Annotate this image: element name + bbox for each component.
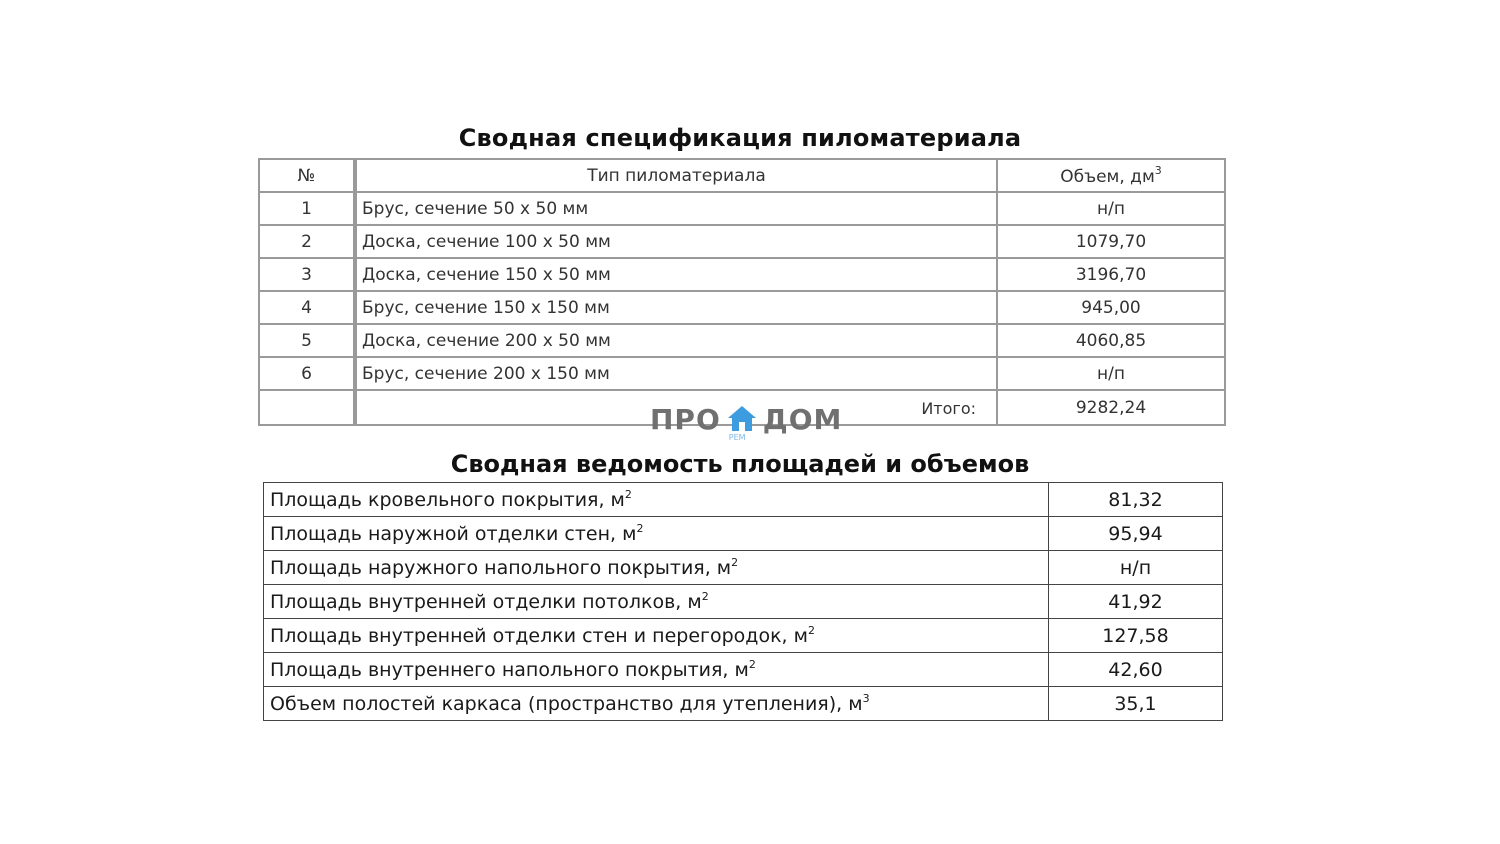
table-row — [264, 517, 1223, 551]
table-row — [264, 687, 1223, 721]
areas-title: Сводная ведомость площадей и объемов — [450, 450, 1030, 478]
area-label: Площадь наружного напольного покрытия, м — [270, 557, 732, 579]
row-volume: 945,00 — [997, 291, 1225, 324]
area-label-cell — [264, 517, 1049, 551]
area-label: Площадь внутреннего напольного покрытия, м — [270, 659, 749, 681]
area-unit-sup: 2 — [624, 488, 632, 501]
table-row — [259, 291, 1225, 324]
prodom-logo — [650, 403, 843, 442]
area-label-cell — [264, 619, 1049, 653]
row-num: 4 — [259, 291, 355, 324]
table-row — [264, 585, 1223, 619]
area-label: Площадь внутренней отделки стен и перегородок, м — [270, 625, 808, 647]
house-icon-graphic — [727, 404, 757, 432]
table-row — [264, 619, 1223, 653]
row-volume: 3196,70 — [997, 258, 1225, 291]
total-value: 9282,24 — [997, 390, 1225, 425]
row-type: Брус, сечение 150 х 150 мм — [355, 291, 997, 324]
area-unit-sup: 3 — [862, 692, 870, 705]
table-row — [259, 258, 1225, 291]
row-volume: 4060,85 — [997, 324, 1225, 357]
spec-title: Сводная спецификация пиломатериала — [458, 124, 1022, 152]
area-unit-sup: 2 — [701, 590, 709, 603]
header-volume — [997, 159, 1225, 192]
area-label: Площадь наружной отделки стен, м — [270, 523, 637, 545]
row-type: Брус, сечение 200 х 150 мм — [355, 357, 997, 390]
area-label: Площадь кровельного покрытия, м — [270, 489, 625, 511]
area-unit-sup: 2 — [807, 624, 815, 637]
row-num: 5 — [259, 324, 355, 357]
row-type: Доска, сечение 100 х 50 мм — [355, 225, 997, 258]
lumber-spec-table — [258, 158, 1226, 426]
area-label-cell — [264, 483, 1049, 517]
row-num: 1 — [259, 192, 355, 225]
area-label-cell — [264, 551, 1049, 585]
house-icon — [727, 404, 757, 442]
table-row — [259, 192, 1225, 225]
logo-text-left: ПРО — [650, 403, 721, 436]
logo-sub: РЕМ — [728, 432, 746, 442]
area-value: н/п — [1049, 551, 1223, 585]
table-row — [259, 225, 1225, 258]
row-type: Доска, сечение 150 х 50 мм — [355, 258, 997, 291]
table-row — [259, 324, 1225, 357]
area-label-cell — [264, 653, 1049, 687]
table-row — [264, 551, 1223, 585]
total-empty-cell — [259, 390, 355, 425]
area-label: Объем полостей каркаса (пространство для утепления), м — [270, 693, 863, 715]
row-volume: н/п — [997, 357, 1225, 390]
header-type: Тип пиломатериала — [355, 159, 997, 192]
table-row — [264, 653, 1223, 687]
area-value: 42,60 — [1049, 653, 1223, 687]
row-type: Брус, сечение 50 х 50 мм — [355, 192, 997, 225]
area-unit-sup: 2 — [636, 522, 644, 535]
area-label-cell — [264, 687, 1049, 721]
logo-text-right: ДОМ — [762, 403, 843, 436]
row-volume: 1079,70 — [997, 225, 1225, 258]
area-label: Площадь внутренней отделки потолков, м — [270, 591, 702, 613]
total-label: Итого: — [921, 399, 976, 418]
area-unit-sup: 2 — [731, 556, 739, 569]
header-num: № — [259, 159, 355, 192]
area-value: 35,1 — [1049, 687, 1223, 721]
row-volume: н/п — [997, 192, 1225, 225]
area-value: 127,58 — [1049, 619, 1223, 653]
area-unit-sup: 2 — [748, 658, 756, 671]
area-value: 81,32 — [1049, 483, 1223, 517]
areas-volumes-table — [263, 482, 1223, 721]
row-num: 3 — [259, 258, 355, 291]
row-num: 6 — [259, 357, 355, 390]
row-type: Доска, сечение 200 х 50 мм — [355, 324, 997, 357]
area-value: 95,94 — [1049, 517, 1223, 551]
table-row — [259, 357, 1225, 390]
header-volume-unit-sup: 3 — [1154, 164, 1162, 177]
table-row — [264, 483, 1223, 517]
row-num: 2 — [259, 225, 355, 258]
table-header-row — [259, 159, 1225, 192]
header-volume-label: Объем, дм — [1060, 167, 1155, 187]
area-label-cell — [264, 585, 1049, 619]
area-value: 41,92 — [1049, 585, 1223, 619]
